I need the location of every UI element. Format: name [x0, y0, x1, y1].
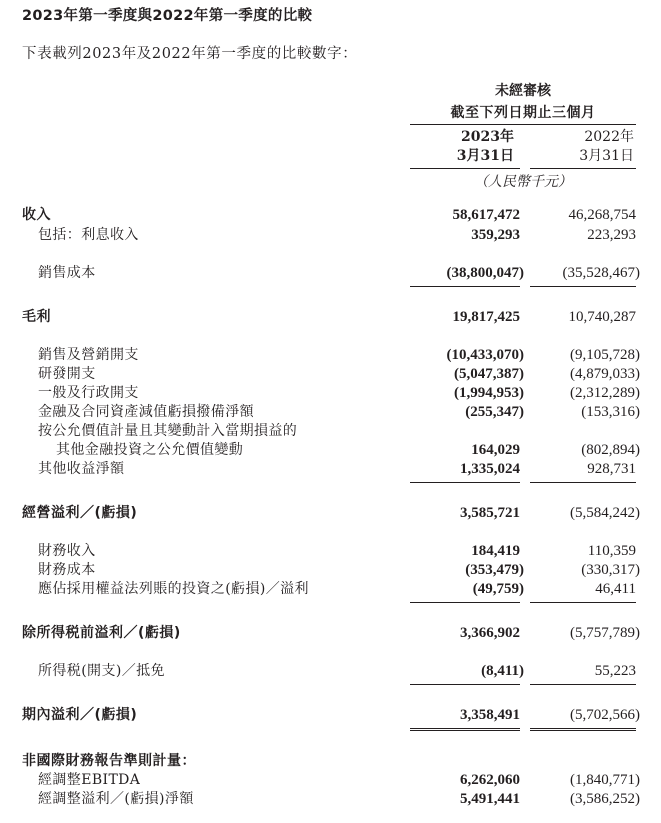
section-title: 2023年第一季度與2022年第一季度的比較: [22, 8, 313, 24]
value-2022: (4,879,033): [570, 366, 640, 382]
value-2022: 223,293: [587, 227, 636, 243]
row-label: 非國際財務報告準則計量：: [22, 753, 196, 769]
value-2023: 3,358,491: [460, 707, 520, 723]
value-2023: 3,585,721: [460, 505, 520, 521]
table-row: [0, 308, 661, 327]
col-2022-date: 3月31日: [579, 148, 634, 164]
value-2023: (5,047,387): [454, 366, 524, 382]
value-2022: (153,316): [581, 404, 640, 420]
row-label: 按公允價值計量且其變動計入當期損益的: [38, 423, 298, 439]
row-label: 財務成本: [38, 562, 96, 578]
value-2022: (330,317): [581, 562, 640, 578]
header-rule: [410, 124, 636, 125]
table-row: [0, 706, 661, 725]
table-row: [0, 422, 661, 441]
value-2023: 1,335,024: [460, 461, 520, 477]
row-label: 毛利: [22, 309, 51, 325]
table-row: [0, 441, 661, 460]
subtotal-rule: [410, 482, 520, 483]
value-2022: (9,105,728): [570, 347, 640, 363]
row-label: 包括：利息收入: [38, 227, 139, 243]
subtotal-rule: [530, 602, 636, 603]
value-2023: 6,262,060: [460, 772, 520, 788]
value-2023: 164,029: [471, 442, 520, 458]
row-label: 經調整溢利／(虧損)淨額: [38, 791, 194, 807]
value-2023: 19,817,425: [452, 309, 520, 325]
row-label: 銷售成本: [38, 265, 96, 281]
value-2023: (1,994,953): [454, 385, 524, 401]
subtotal-rule: [410, 684, 520, 685]
value-2022: (2,312,289): [570, 385, 640, 401]
row-label: 銷售及營銷開支: [38, 347, 139, 363]
subtotal-rule: [530, 482, 636, 483]
value-2023: (8,411): [481, 663, 524, 679]
value-2023: 58,617,472: [452, 207, 520, 223]
value-2022: (802,894): [581, 442, 640, 458]
value-2023: 3,366,902: [460, 625, 520, 641]
row-label: 收入: [22, 207, 51, 223]
row-label: 研發開支: [38, 366, 96, 382]
col-2023-rule: [410, 168, 520, 169]
col-2022-year: 2022年: [584, 129, 634, 145]
table-row: [0, 365, 661, 384]
intro-text: 下表載列2023年及2022年第一季度的比較數字：: [22, 46, 358, 62]
header-unaudited: 未經審核: [495, 83, 551, 99]
subtotal-rule: [530, 684, 636, 685]
table-row: [0, 403, 661, 422]
table-row: [0, 662, 661, 681]
row-label: 金融及合同資產減值虧損撥備淨額: [38, 404, 254, 420]
value-2023: (353,479): [465, 562, 524, 578]
value-2022: (5,757,789): [570, 625, 640, 641]
total-double-rule: [530, 728, 636, 731]
value-2023: (10,433,070): [446, 347, 524, 363]
value-2022: 55,223: [594, 663, 636, 679]
row-label: 除所得税前溢利／(虧損): [22, 625, 181, 641]
value-2022: 110,359: [587, 543, 636, 559]
value-2023: (38,800,047): [446, 265, 524, 281]
row-label: 期內溢利／(虧損): [22, 707, 138, 723]
row-label: 應佔採用權益法列賬的投資之(虧損)／溢利: [38, 581, 309, 597]
table-row: [0, 384, 661, 403]
total-double-rule: [410, 728, 520, 731]
value-2022: (3,586,252): [570, 791, 640, 807]
table-row: [0, 771, 661, 790]
row-label: 財務收入: [38, 543, 96, 559]
currency-unit: （人民幣千元）: [474, 174, 572, 190]
subtotal-rule: [410, 286, 520, 287]
subtotal-rule: [410, 602, 520, 603]
row-label: 經營溢利／(虧損): [22, 505, 138, 521]
value-2023: 359,293: [471, 227, 520, 243]
value-2022: (5,702,566): [570, 707, 640, 723]
table-row: [0, 790, 661, 809]
value-2022: 10,740,287: [568, 309, 636, 325]
subtotal-rule: [530, 286, 636, 287]
value-2023: (49,759): [472, 581, 524, 597]
table-row: [0, 226, 661, 245]
row-label: 其他金融投資之公允價值變動: [56, 442, 244, 458]
table-row: [0, 752, 661, 771]
col-2022-rule: [530, 168, 636, 169]
value-2022: (1,840,771): [570, 772, 640, 788]
col-2023-date: 3月31日: [456, 148, 514, 164]
value-2022: (35,528,467): [562, 265, 640, 281]
value-2023: 184,419: [471, 543, 520, 559]
table-row: [0, 504, 661, 523]
header-period: 截至下列日期止三個月: [450, 105, 596, 121]
table-row: [0, 460, 661, 479]
row-label: 經調整EBITDA: [38, 772, 141, 788]
value-2023: (255,347): [465, 404, 524, 420]
table-row: [0, 206, 661, 225]
table-row: [0, 542, 661, 561]
value-2022: 46,411: [595, 581, 636, 597]
row-label: 一般及行政開支: [38, 385, 139, 401]
row-label: 其他收益淨額: [38, 461, 125, 477]
col-2023-year: 2023年: [461, 129, 514, 145]
table-row: [0, 561, 661, 580]
value-2022: (5,584,242): [570, 505, 640, 521]
row-label: 所得税(開支)／抵免: [38, 663, 165, 679]
value-2022: 928,731: [587, 461, 636, 477]
value-2023: 5,491,441: [460, 791, 520, 807]
table-row: [0, 624, 661, 643]
table-row: [0, 580, 661, 599]
table-row: [0, 264, 661, 283]
table-row: [0, 346, 661, 365]
value-2022: 46,268,754: [568, 207, 636, 223]
